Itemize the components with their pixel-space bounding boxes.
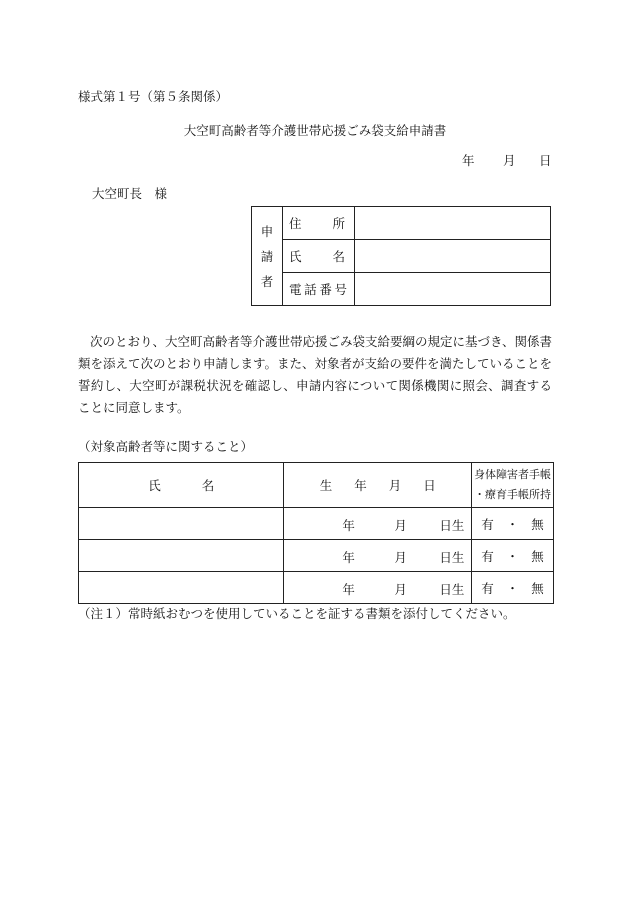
header-dob: [284, 463, 472, 508]
phone-label: [283, 273, 355, 306]
person-name-field[interactable]: [79, 540, 284, 572]
table-row: [79, 508, 554, 540]
person-name-field[interactable]: [79, 508, 284, 540]
name-label: [283, 240, 355, 273]
name-label-char: 名: [332, 249, 345, 264]
dob-day-label: 日生: [439, 518, 465, 533]
dob-month-label: 月: [394, 582, 407, 597]
address-field[interactable]: [355, 207, 551, 240]
applicant-label-char: 請: [260, 248, 274, 264]
section-label: （対象高齢者等に関すること）: [78, 439, 254, 454]
applicant-label: [252, 207, 283, 306]
name-field[interactable]: [355, 240, 551, 273]
footnote: （注１）常時紙おむつを使用していることを証する書類を添付してください。: [78, 606, 516, 621]
dob-month-label: 月: [394, 518, 407, 533]
form-number: 様式第１号（第５条関係）: [78, 89, 229, 104]
address-label: [283, 207, 355, 240]
certificate-choice[interactable]: 有 ・ 無: [472, 572, 554, 604]
dob-day-label: 日生: [439, 550, 465, 565]
date-month-label: 月: [503, 153, 516, 168]
persons-header-row: [79, 463, 554, 508]
date-year-label: 年: [462, 153, 475, 168]
header-certificate: [472, 463, 554, 508]
header-dob-char: 年: [354, 478, 367, 493]
addressee: 大空町長 様: [92, 186, 168, 201]
applicant-table: [251, 206, 551, 306]
header-dob-char: 生: [319, 478, 333, 493]
address-label-char: 住: [289, 216, 302, 231]
phone-label-char: 電: [289, 282, 302, 297]
dob-month-label: 月: [394, 550, 407, 565]
declaration-text: 次のとおり、大空町高齢者等介護世帯応援ごみ袋支給要綱の規定に基づき、関係書類を添えて次のとおり申請します。また、対象者が支給の要件を満たしていることを誓約し、大空町が課税状況を確認し、申請内容について関係機関に照会、調査することに同意します。: [78, 334, 553, 415]
table-row: [79, 572, 554, 604]
applicant-label-char: 申: [260, 223, 274, 239]
header-name-char: 氏: [148, 478, 161, 493]
certificate-choice[interactable]: 有 ・ 無: [472, 508, 554, 540]
phone-label-char: 番: [319, 282, 332, 297]
header-cert-line: 身体障害者手帳: [474, 468, 552, 481]
applicant-label-char: 者: [260, 273, 274, 289]
phone-label-char: 話: [304, 282, 317, 297]
dob-year-label: 年: [342, 550, 355, 565]
dob-day-label: 日生: [439, 582, 465, 597]
dob-year-label: 年: [342, 518, 355, 533]
person-dob-field[interactable]: [284, 572, 472, 604]
table-row: [79, 540, 554, 572]
header-dob-char: 日: [423, 478, 436, 493]
phone-label-char: 号: [334, 282, 347, 297]
phone-field[interactable]: [355, 273, 551, 306]
address-label-char: 所: [332, 216, 345, 231]
header-name-char: 名: [201, 478, 215, 493]
form-title: 大空町高齢者等介護世帯応援ごみ袋支給申請書: [183, 123, 447, 138]
name-label-char: 氏: [289, 249, 302, 264]
person-dob-field[interactable]: [284, 540, 472, 572]
persons-table: [78, 462, 554, 604]
certificate-choice[interactable]: 有 ・ 無: [472, 540, 554, 572]
person-name-field[interactable]: [79, 572, 284, 604]
header-cert-line: ・療育手帳所持: [474, 488, 552, 501]
header-name: [79, 463, 284, 508]
person-dob-field[interactable]: [284, 508, 472, 540]
dob-year-label: 年: [342, 582, 355, 597]
date-day-label: 日: [539, 153, 552, 168]
header-dob-char: 月: [388, 478, 402, 493]
